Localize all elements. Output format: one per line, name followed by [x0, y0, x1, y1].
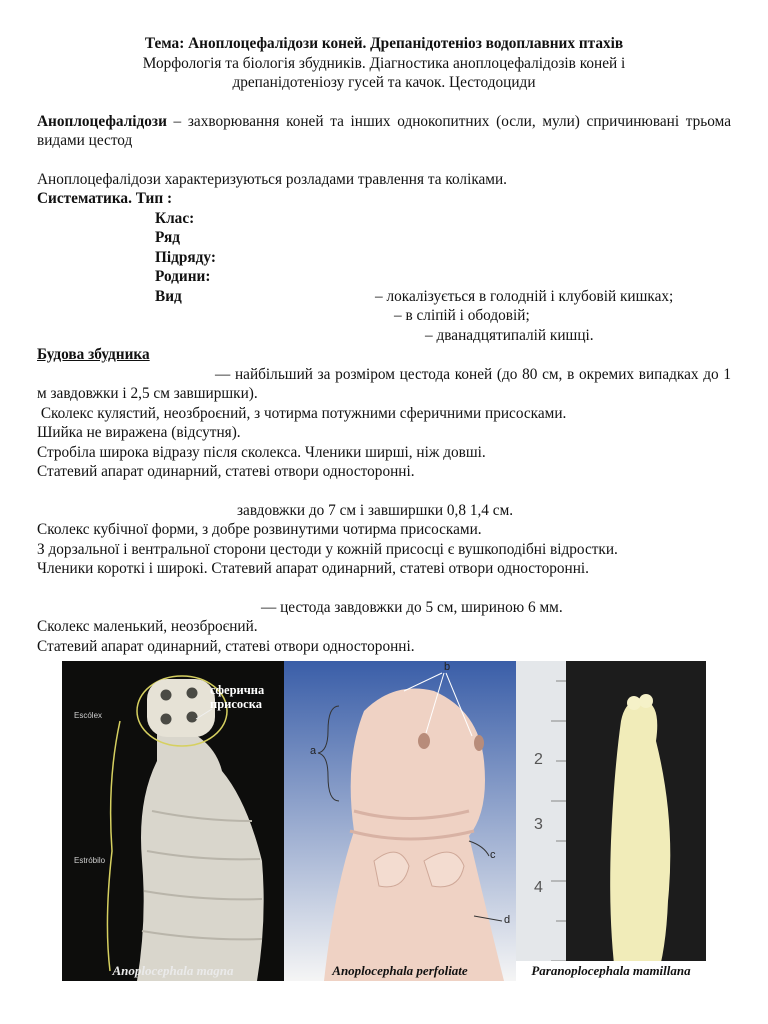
figure-anoplocephala-magna: [62, 661, 284, 981]
taxonomy-families: Родини:: [155, 268, 211, 285]
species1-neck: Шийка не виражена (відсутня).: [37, 424, 241, 441]
label-c: c: [490, 849, 496, 861]
localization-3: – дванадцятипалій кишці.: [425, 326, 594, 344]
ruler-mark-3: 3: [534, 816, 543, 833]
species3-reproductive: Статевий апарат одинарний, статеві отвори односторонні.: [37, 637, 415, 655]
localization-1: – локалізується в голодній і клубовій кишках;: [375, 287, 674, 305]
species3-scolex: Сколекс маленький, неозброєний.: [37, 618, 258, 635]
figure-paranoplocephala-mamillana: [516, 661, 706, 981]
label-d: d: [504, 914, 511, 926]
species3-size: — цестода завдовжки до 5 см, шириною 6 мм.: [261, 598, 563, 616]
taxonomy-order: Ряд: [155, 229, 180, 246]
species1-scolex: Сколекс кулястий, неозброєний, з чотирма потужними сферичними присосками.: [37, 404, 567, 422]
intro-definition-text: – захворювання коней та інших однокопитних (осли, мули) спричинювані трьома видами цестод: [37, 112, 731, 149]
species2-scolex: Сколекс кубічної форми, з добре розвинутими чотирма присосками.: [37, 521, 482, 538]
intro-definition: [37, 112, 731, 151]
caption-magna: Anoplocephala magna: [112, 963, 234, 978]
document-body: [37, 34, 731, 656]
localization-2: – в сліпій і ободовій;: [394, 307, 530, 324]
taxonomy-suborder: Підряду:: [155, 248, 216, 266]
ruler-mark-4: 4: [534, 879, 543, 896]
taxonomy-heading: Систематика. Тип :: [37, 190, 173, 207]
label-strobila: Estróbilo: [74, 856, 106, 865]
intro-characteristics: Аноплоцефалідози характеризуються розладами травлення та коліками.: [37, 170, 507, 188]
species1-strobila: Стробіла широка відразу після сколекса. Членики ширші, ніж довші.: [37, 443, 486, 461]
page-title: Тема: Аноплоцефалідози коней. Дрепанідотеніоз водоплавних птахів: [144, 35, 624, 52]
species1-reproductive: Статевий апарат одинарний, статеві отвори односторонні.: [37, 463, 415, 480]
label-a: a: [310, 745, 317, 757]
page-subtitle-line2: дрепанідотеніозу гусей та качок. Цестодоциди: [232, 74, 536, 91]
species2-size: завдовжки до 7 см і завширшки 0,8 1,4 см.: [237, 501, 514, 519]
tapeworm-perfoliate-illustration: [284, 661, 516, 981]
structure-heading: Будова збудника: [37, 346, 150, 363]
ruler-mark-2: 2: [534, 751, 543, 768]
species2-segments: Членики короткі і широкі. Статевий апарат одинарний, статеві отвори односторонні.: [37, 560, 589, 577]
species2-auricles: З дорзальної і вентральної сторони цестоди у кожній присосці є вушкоподібні відростки.: [37, 540, 618, 558]
caption-perfoliate: Anoplocephala perfoliate: [332, 963, 468, 978]
species1-description: — найбільший за розміром цестода коней (до 80 см, в окремих випадках до 1 м завдовжки і 2,5 см завширшки).: [37, 365, 731, 402]
label-scolex: Escólex: [74, 711, 103, 720]
label-sucker: сферична присоска: [210, 683, 265, 711]
label-b: b: [444, 661, 451, 673]
caption-mamillana: Paranoplocephala mamillana: [516, 961, 706, 981]
taxonomy-class: Клас:: [155, 209, 195, 227]
figure-anoplocephala-perfoliate: [284, 661, 516, 981]
intro-term: Аноплоцефалідози: [37, 112, 167, 130]
taxonomy-species: Вид: [155, 287, 182, 305]
tapeworm-mamillana-illustration: [516, 661, 706, 981]
figures-row: [62, 661, 706, 981]
page-subtitle-line1: Морфологія та біологія збудників. Діагностика аноплоцефалідозів коней і: [142, 54, 626, 72]
